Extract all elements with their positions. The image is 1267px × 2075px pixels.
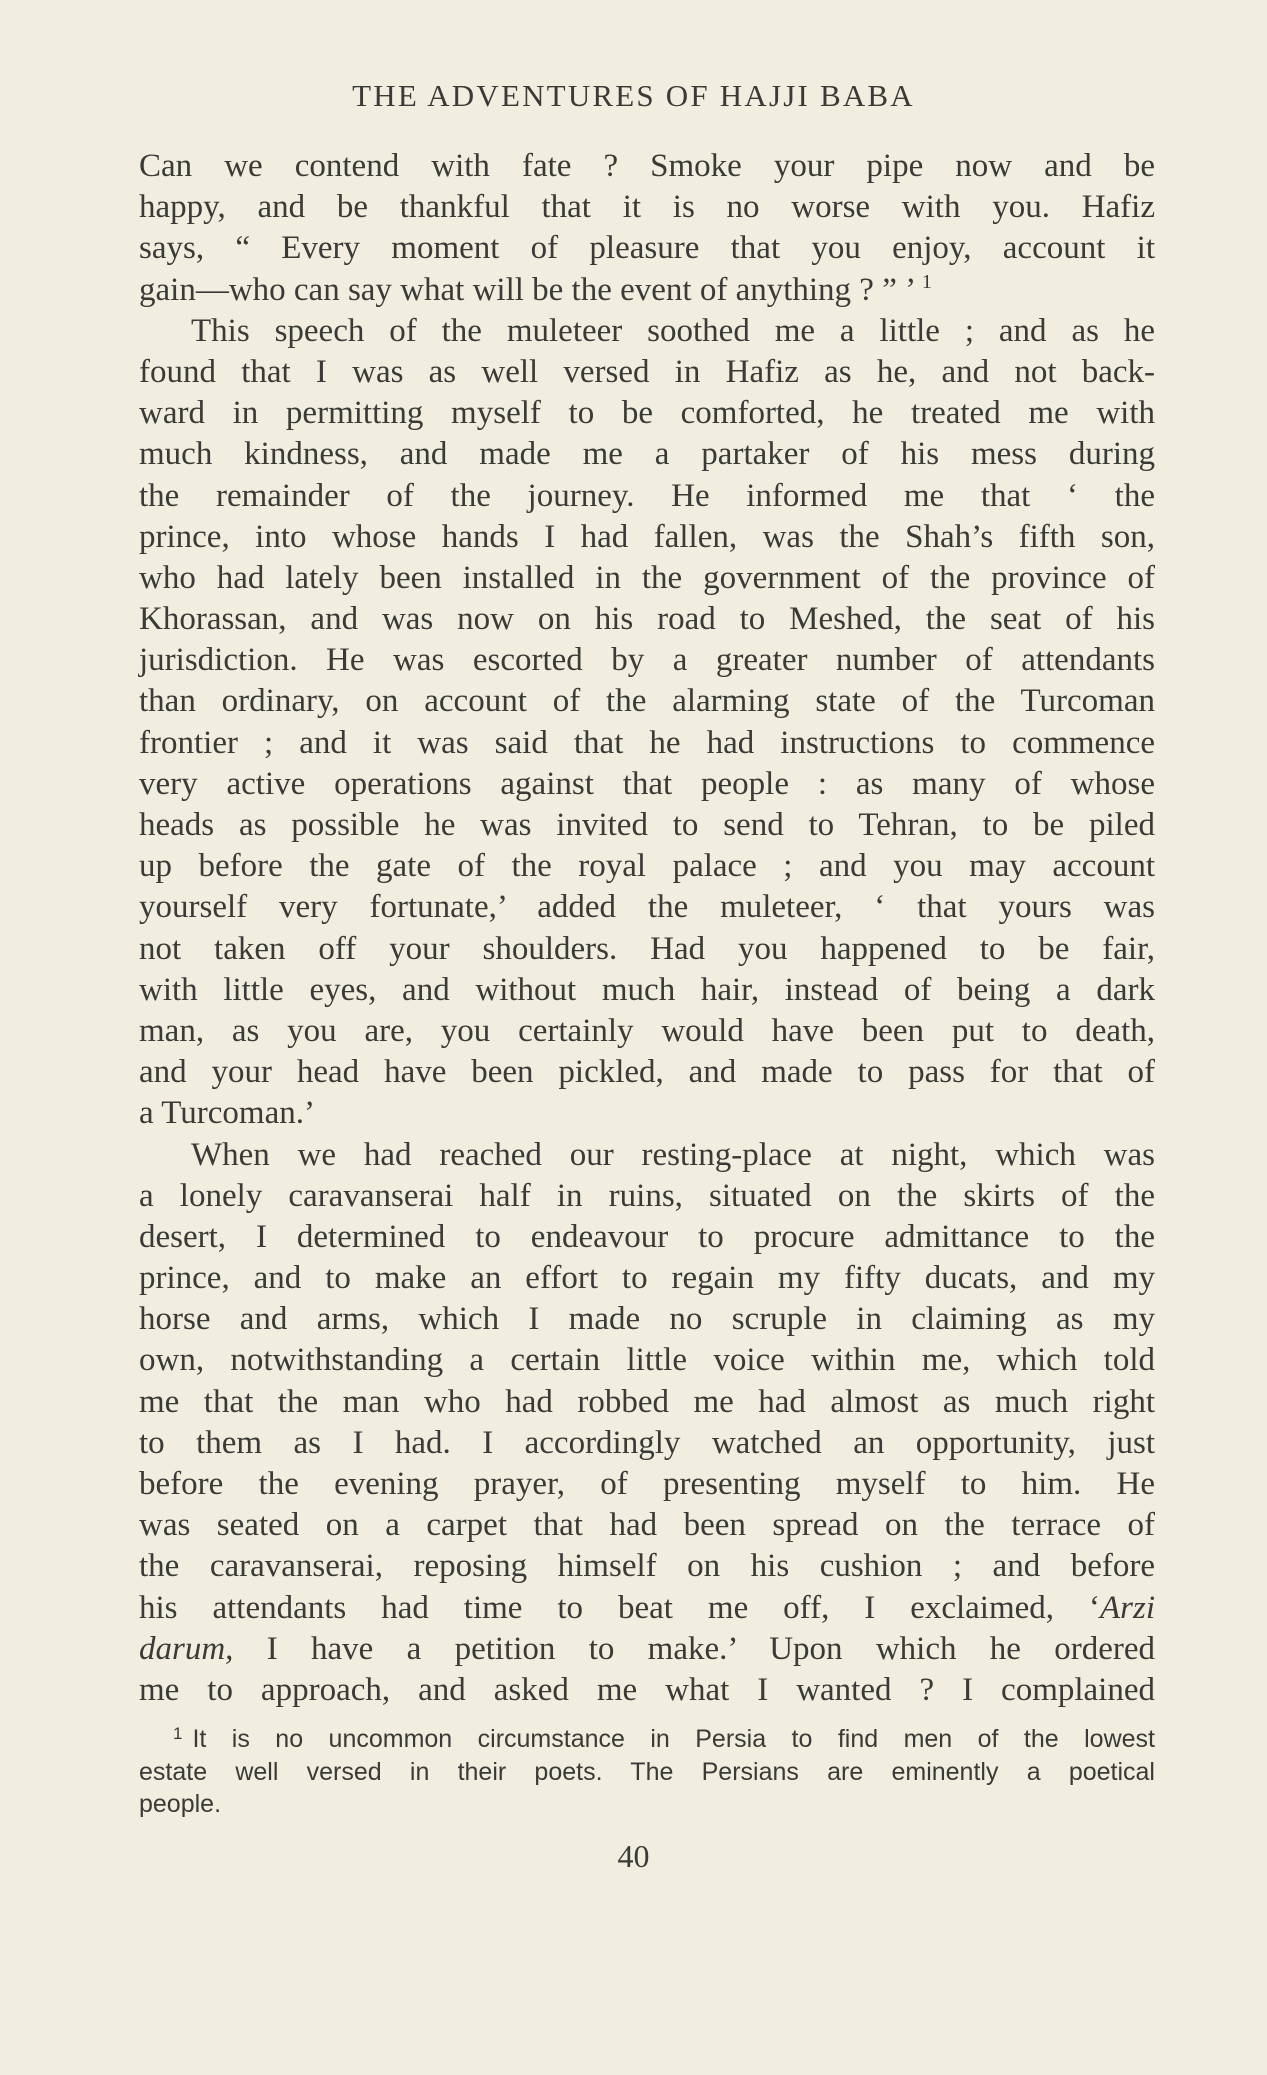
italic-phrase: darum, (139, 1630, 234, 1667)
body-text (139, 146, 1155, 1711)
footnote-reference: 1 (921, 270, 932, 293)
text-line: prince, and to make an effort to regain my fifty ducats, and my (139, 1260, 1155, 1297)
text-line: was seated on a carpet that had been spread on the terrace of (139, 1507, 1155, 1544)
text-line: before the evening prayer, of presenting myself to him. He (139, 1466, 1155, 1502)
text-line: Khorassan, and was now on his road to Meshed, the seat of his (139, 601, 1155, 638)
text-line: up before the gate of the royal palace ; and you may account (139, 848, 1155, 885)
text-line: says, “ Every moment of pleasure that you enjoy, account it (139, 230, 1155, 267)
text-line: darum, I have a petition to make.’ Upon which he ordered (139, 1630, 1156, 1667)
text-line: to them as I had. I accordingly watched an opportunity, just (139, 1424, 1155, 1461)
text-line: ward in permitting myself to be comforted, he treated me with (139, 395, 1155, 432)
text-line: who had lately been installed in the government of the province of (139, 559, 1155, 596)
footnote-line: estate well versed in their poets. The Persians are eminently a poetical (139, 1757, 1155, 1786)
text-line: very active operations against that people : as many of whose (139, 765, 1155, 802)
text-line: the remainder of the journey. He informed me that ‘ the (139, 477, 1155, 514)
text-line: This speech of the muleteer soothed me a little ; and as he (191, 312, 1155, 349)
footnote-line: people. (139, 1790, 222, 1818)
text-line: a lonely caravanserai half in ruins, situated on the skirts of the (139, 1177, 1155, 1214)
footnote-line: $^1$ It is no uncommon circumstance in Persia to find men of the lowest (173, 1724, 1155, 1753)
text-line: a Turcoman.’ (139, 1095, 315, 1132)
text-line: much kindness, and made me a partaker of his mess during (139, 436, 1155, 473)
text-line: not taken off your shoulders. Had you happened to be fair, (139, 930, 1155, 967)
text-line: than ordinary, on account of the alarming state of the Turcoman (139, 683, 1155, 720)
text-line: man, as you are, you certainly would have been put to death, (139, 1012, 1155, 1049)
italic-phrase: Arzi (1099, 1589, 1155, 1626)
text-line: jurisdiction. He was escorted by a greater number of attendants (139, 642, 1155, 679)
text-line: own, notwithstanding a certain little voice within me, which told (139, 1342, 1155, 1379)
text-line: frontier ; and it was said that he had instructions to commence (139, 724, 1155, 761)
text-line: heads as possible he was invited to send to Tehran, to be piled (139, 807, 1155, 843)
text-line: with little eyes, and without much hair, instead of being a dark (139, 971, 1155, 1008)
text-line: the caravanserai, reposing himself on his cushion ; and before (139, 1548, 1155, 1585)
text-line: found that I was as well versed in Hafiz as he, and not back- (139, 353, 1155, 390)
text-line: me that the man who had robbed me had almost as much right (139, 1383, 1155, 1420)
text-line: Can we contend with fate ? Smoke your pipe now and be (139, 148, 1155, 184)
text-line: When we had reached our resting-place at night, which was (191, 1136, 1155, 1173)
page-number: 40 (617, 1838, 650, 1874)
text-line: desert, I determined to endeavour to procure admittance to the (139, 1218, 1155, 1255)
text-line: happy, and be thankful that it is no worse with you. Hafiz (139, 189, 1155, 226)
text-line: and your head have been pickled, and made to pass for that of (139, 1054, 1155, 1091)
text-line: prince, into whose hands I had fallen, was the Shah’s fifth son, (139, 518, 1155, 555)
text-line: me to approach, and asked me what I wanted ? I complained (139, 1671, 1155, 1708)
text-line: yourself very fortunate,’ added the muleteer, ‘ that yours was (139, 889, 1155, 926)
text-line: his attendants had time to beat me off, I exclaimed, ‘Arzi (139, 1589, 1155, 1626)
text-line: horse and arms, which I made no scruple in claiming as my (139, 1301, 1155, 1338)
running-head: THE ADVENTURES OF HAJJI BABA (352, 78, 915, 113)
text-line: gain—who can say what will be the event of anything ? ” ’ $^1$ (139, 270, 932, 308)
footnote-marker: 1 (173, 1724, 183, 1743)
footnote (139, 1723, 1155, 1821)
